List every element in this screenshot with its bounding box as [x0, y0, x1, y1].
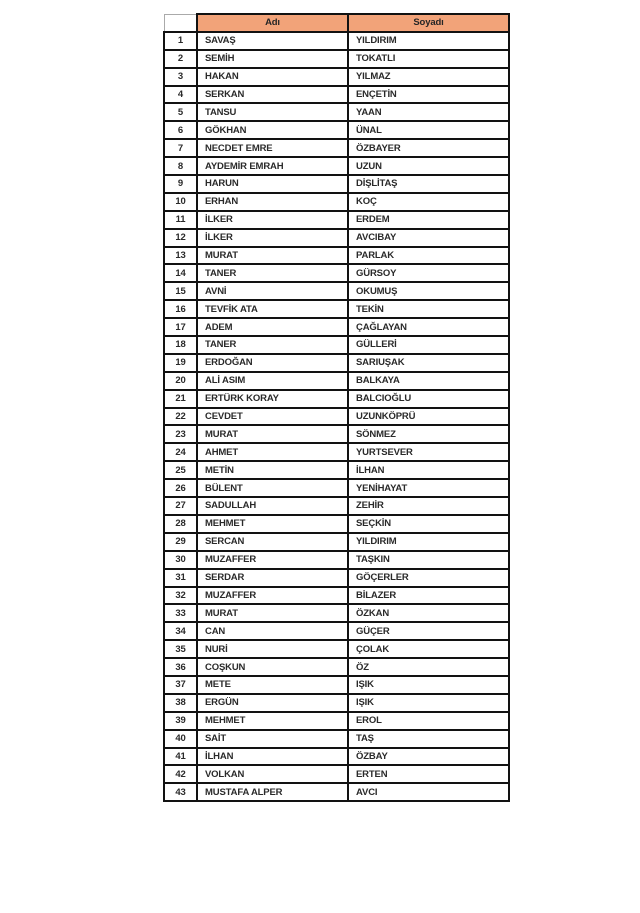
first-name-cell: MURAT — [197, 247, 348, 265]
last-name-cell: DİŞLİTAŞ — [348, 175, 509, 193]
row-number-cell: 25 — [164, 461, 197, 479]
first-name-cell: ERTÜRK KORAY — [197, 390, 348, 408]
first-name-cell: MUZAFFER — [197, 587, 348, 605]
first-name-cell: COŞKUN — [197, 658, 348, 676]
last-name-cell: TEKİN — [348, 300, 509, 318]
first-name-cell: ADEM — [197, 318, 348, 336]
table-row — [164, 443, 509, 461]
last-name-cell: OKUMUŞ — [348, 282, 509, 300]
first-name-cell: MURAT — [197, 604, 348, 622]
row-number-cell: 20 — [164, 372, 197, 390]
first-name-cell: MUSTAFA ALPER — [197, 783, 348, 801]
last-name-cell: SEÇKİN — [348, 515, 509, 533]
last-name-cell: YURTSEVER — [348, 443, 509, 461]
last-name-cell: BALCIOĞLU — [348, 390, 509, 408]
table-row — [164, 103, 509, 121]
row-number-cell: 23 — [164, 425, 197, 443]
row-number-cell: 35 — [164, 640, 197, 658]
table-row — [164, 282, 509, 300]
last-name-cell: İLHAN — [348, 461, 509, 479]
first-name-cell: İLKER — [197, 211, 348, 229]
row-number-cell: 21 — [164, 390, 197, 408]
table-row — [164, 211, 509, 229]
first-name-cell: TANER — [197, 336, 348, 354]
last-name-cell: ÖZ — [348, 658, 509, 676]
table-row — [164, 139, 509, 157]
last-name-cell: ENÇETİN — [348, 86, 509, 104]
first-name-cell: SERDAR — [197, 569, 348, 587]
row-number-cell: 31 — [164, 569, 197, 587]
first-name-cell: MUZAFFER — [197, 551, 348, 569]
row-number-cell: 8 — [164, 157, 197, 175]
row-number-cell: 40 — [164, 730, 197, 748]
table-row — [164, 68, 509, 86]
table-row — [164, 569, 509, 587]
last-name-cell: IŞIK — [348, 676, 509, 694]
last-name-cell: BALKAYA — [348, 372, 509, 390]
first-name-cell: METİN — [197, 461, 348, 479]
last-name-cell: ÖZBAY — [348, 748, 509, 766]
row-number-cell: 7 — [164, 139, 197, 157]
row-number-cell: 11 — [164, 211, 197, 229]
row-number-cell: 10 — [164, 193, 197, 211]
first-name-cell: NECDET EMRE — [197, 139, 348, 157]
last-name-cell: YILDIRIM — [348, 32, 509, 50]
last-name-cell: UZUN — [348, 157, 509, 175]
first-name-cell: HARUN — [197, 175, 348, 193]
row-number-cell: 36 — [164, 658, 197, 676]
table-row — [164, 50, 509, 68]
table-row — [164, 390, 509, 408]
table-row — [164, 157, 509, 175]
header-row — [164, 14, 509, 32]
row-number-cell: 16 — [164, 300, 197, 318]
table-row — [164, 336, 509, 354]
row-number-cell: 30 — [164, 551, 197, 569]
row-number-cell: 26 — [164, 479, 197, 497]
table-row — [164, 604, 509, 622]
last-name-cell: GÖÇERLER — [348, 569, 509, 587]
first-name-cell: AVNİ — [197, 282, 348, 300]
table-row — [164, 783, 509, 801]
first-name-cell: MURAT — [197, 425, 348, 443]
row-number-cell: 29 — [164, 533, 197, 551]
first-name-cell: METE — [197, 676, 348, 694]
last-name-cell: BİLAZER — [348, 587, 509, 605]
table-row — [164, 730, 509, 748]
row-number-cell: 4 — [164, 86, 197, 104]
row-number-cell: 37 — [164, 676, 197, 694]
last-name-cell: UZUNKÖPRÜ — [348, 408, 509, 426]
row-number-cell: 3 — [164, 68, 197, 86]
first-name-cell: VOLKAN — [197, 765, 348, 783]
last-name-cell: ÖZBAYER — [348, 139, 509, 157]
last-name-cell: ÜNAL — [348, 121, 509, 139]
row-number-cell: 42 — [164, 765, 197, 783]
row-number-cell: 41 — [164, 748, 197, 766]
table-row — [164, 497, 509, 515]
first-name-cell: AYDEMİR EMRAH — [197, 157, 348, 175]
row-number-cell: 27 — [164, 497, 197, 515]
last-name-cell: GÜLLERİ — [348, 336, 509, 354]
last-name-cell: ÇAĞLAYAN — [348, 318, 509, 336]
row-number-cell: 17 — [164, 318, 197, 336]
row-number-cell: 2 — [164, 50, 197, 68]
first-name-cell: BÜLENT — [197, 479, 348, 497]
last-name-cell: GÜRSOY — [348, 264, 509, 282]
first-name-cell: SEMİH — [197, 50, 348, 68]
table-row — [164, 694, 509, 712]
column-header-first-name: Adı — [197, 14, 348, 32]
row-number-cell: 43 — [164, 783, 197, 801]
table-row — [164, 300, 509, 318]
row-number-cell: 1 — [164, 32, 197, 50]
last-name-cell: GÜÇER — [348, 622, 509, 640]
row-number-cell: 13 — [164, 247, 197, 265]
first-name-cell: SAVAŞ — [197, 32, 348, 50]
first-name-cell: SAİT — [197, 730, 348, 748]
first-name-cell: CAN — [197, 622, 348, 640]
table-row — [164, 533, 509, 551]
first-name-cell: SADULLAH — [197, 497, 348, 515]
table-row — [164, 372, 509, 390]
first-name-cell: AHMET — [197, 443, 348, 461]
row-number-cell: 28 — [164, 515, 197, 533]
column-header-last-name: Soyadı — [348, 14, 509, 32]
last-name-cell: PARLAK — [348, 247, 509, 265]
last-name-cell: ÖZKAN — [348, 604, 509, 622]
row-number-cell: 34 — [164, 622, 197, 640]
table-body — [164, 32, 509, 801]
first-name-cell: İLKER — [197, 229, 348, 247]
table-row — [164, 748, 509, 766]
first-name-cell: ERDOĞAN — [197, 354, 348, 372]
row-number-cell: 9 — [164, 175, 197, 193]
table-row — [164, 32, 509, 50]
first-name-cell: ERGÜN — [197, 694, 348, 712]
last-name-cell: YILDIRIM — [348, 533, 509, 551]
table-row — [164, 408, 509, 426]
row-number-cell: 5 — [164, 103, 197, 121]
first-name-cell: MEHMET — [197, 712, 348, 730]
table-row — [164, 354, 509, 372]
first-name-cell: TANSU — [197, 103, 348, 121]
row-number-cell: 6 — [164, 121, 197, 139]
last-name-cell: AVCI — [348, 783, 509, 801]
last-name-cell: EROL — [348, 712, 509, 730]
table-row — [164, 622, 509, 640]
table-row — [164, 229, 509, 247]
row-number-cell: 14 — [164, 264, 197, 282]
last-name-cell: YILMAZ — [348, 68, 509, 86]
table-row — [164, 247, 509, 265]
first-name-cell: İLHAN — [197, 748, 348, 766]
row-number-cell: 24 — [164, 443, 197, 461]
last-name-cell: ERDEM — [348, 211, 509, 229]
last-name-cell: ERTEN — [348, 765, 509, 783]
name-list-table — [163, 13, 510, 802]
last-name-cell: TAŞ — [348, 730, 509, 748]
table-row — [164, 712, 509, 730]
row-number-cell: 19 — [164, 354, 197, 372]
last-name-cell: TOKATLI — [348, 50, 509, 68]
table-row — [164, 587, 509, 605]
table-row — [164, 425, 509, 443]
table-row — [164, 676, 509, 694]
row-number-cell: 12 — [164, 229, 197, 247]
last-name-cell: IŞIK — [348, 694, 509, 712]
last-name-cell: AVCIBAY — [348, 229, 509, 247]
first-name-cell: GÖKHAN — [197, 121, 348, 139]
first-name-cell: HAKAN — [197, 68, 348, 86]
table-row — [164, 479, 509, 497]
row-number-cell: 39 — [164, 712, 197, 730]
last-name-cell: YAAN — [348, 103, 509, 121]
last-name-cell: YENİHAYAT — [348, 479, 509, 497]
last-name-cell: KOÇ — [348, 193, 509, 211]
row-number-cell: 38 — [164, 694, 197, 712]
table-row — [164, 318, 509, 336]
table-row — [164, 551, 509, 569]
table-row — [164, 515, 509, 533]
first-name-cell: TANER — [197, 264, 348, 282]
first-name-cell: TEVFİK ATA — [197, 300, 348, 318]
last-name-cell: SARIUŞAK — [348, 354, 509, 372]
last-name-cell: ÇOLAK — [348, 640, 509, 658]
table-row — [164, 264, 509, 282]
last-name-cell: ZEHİR — [348, 497, 509, 515]
table-row — [164, 461, 509, 479]
row-number-cell: 15 — [164, 282, 197, 300]
row-number-cell: 33 — [164, 604, 197, 622]
table-row — [164, 640, 509, 658]
table-row — [164, 193, 509, 211]
table-row — [164, 121, 509, 139]
table-row — [164, 658, 509, 676]
first-name-cell: ERHAN — [197, 193, 348, 211]
last-name-cell: SÖNMEZ — [348, 425, 509, 443]
row-number-cell: 18 — [164, 336, 197, 354]
first-name-cell: CEVDET — [197, 408, 348, 426]
first-name-cell: SERCAN — [197, 533, 348, 551]
table-row — [164, 86, 509, 104]
first-name-cell: MEHMET — [197, 515, 348, 533]
first-name-cell: ALİ ASIM — [197, 372, 348, 390]
corner-cell — [164, 14, 197, 32]
row-number-cell: 32 — [164, 587, 197, 605]
last-name-cell: TAŞKIN — [348, 551, 509, 569]
first-name-cell: SERKAN — [197, 86, 348, 104]
first-name-cell: NURİ — [197, 640, 348, 658]
name-list-table-container — [163, 13, 510, 802]
table-row — [164, 175, 509, 193]
table-row — [164, 765, 509, 783]
row-number-cell: 22 — [164, 408, 197, 426]
